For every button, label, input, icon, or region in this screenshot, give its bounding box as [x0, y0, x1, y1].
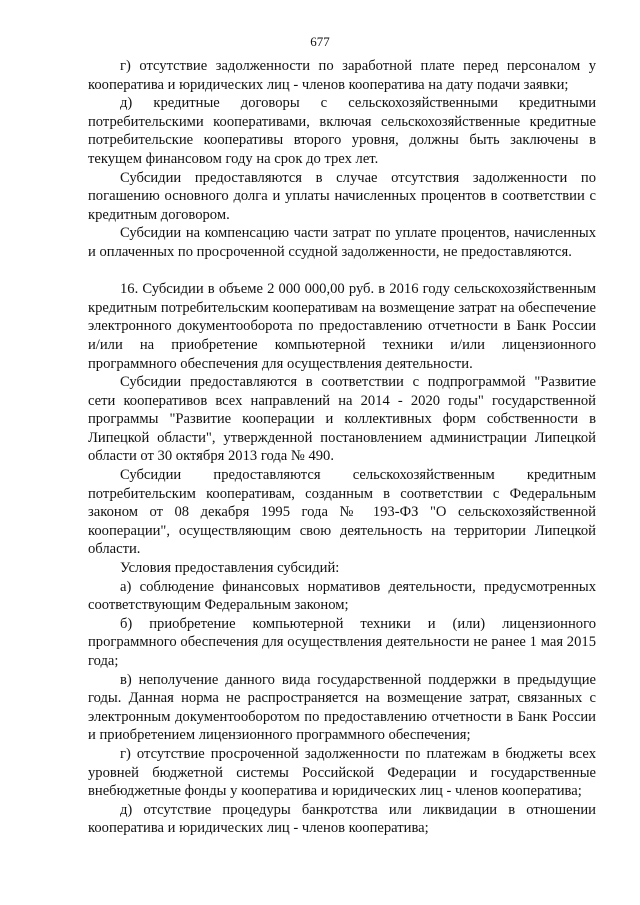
- paragraph-conditions-heading: Условия предоставления субсидий:: [120, 560, 340, 577]
- paragraph-condition-v: в) неполучение данного вида государственной поддержки в предыдущие годы. Данная норма не распространяется на возмещение затрат, связанных с электронным документооборотом по предоставлению отчетности в Банк России и приобретением лицензионного программного обеспечения;: [88, 671, 596, 744]
- paragraph-item-d-credit-agreements: д) кредитные договоры с сельскохозяйственными кредитными потребительскими кооперативами, включая сельскохозяйственные кредитные потребительские кооперативы второго уровня, должны быть заключены в текущем финансовом году на срок до трех лет.: [88, 95, 596, 167]
- paragraph-section-16: 16. Субсидии в объеме 2 000 000,00 руб. в 2016 году сельскохозяйственным кредитным потребительским кооперативам на возмещение затрат на обеспечение электронного документооборота по предоставлению отчетности в Банк России и/или на приобретение компьютерной техники и/или лицензионного программного обеспечения для осуществления деятельности.: [88, 281, 596, 372]
- page-number: 677: [310, 34, 330, 49]
- document-body: [88, 57, 596, 838]
- paragraph-debt-condition: Субсидии предоставляются в случае отсутствия задолженности по погашению основного долга и уплаты начисленных процентов в соответствии с кредитным договором.: [88, 169, 596, 223]
- paragraph-condition-g: г) отсутствие просроченной задолженности по платежам в бюджеты всех уровней бюджетной системы Российской Федерации и государственные внебюджетные фонды у кооператива и юридических лиц - членов кооператива;: [88, 745, 596, 800]
- paragraph-overdue-interest: Субсидии на компенсацию части затрат по уплате процентов, начисленных и оплаченных по просроченной ссудной задолженности, не предоставляются.: [88, 225, 596, 260]
- paragraph-item-g-salary-debt: г) отсутствие задолженности по заработной плате перед персоналом у кооператива и юридических лиц - членов кооператива на дату подачи заявки;: [88, 58, 596, 93]
- paragraph-condition-d: д) отсутствие процедуры банкротства или ликвидации в отношении кооператива и юридических лиц - членов кооператива;: [88, 801, 596, 837]
- paragraph-condition-b: б) приобретение компьютерной техники и (или) лицензионного программного обеспечения для осуществления деятельности не ранее 1 мая 2015 года;: [88, 615, 596, 669]
- paragraph-subprogram-basis: Субсидии предоставляются в соответствии с подпрограммой "Развитие сети кооперативов всех направлений на 2014 - 2020 годы" государственной программы "Развитие кооперации и коллективных форм собственности в Липецкой области", утвержденной постановлением администрации Липецкой области от 30 октября 2013 года № 490.: [88, 374, 596, 465]
- paragraph-recipients: Субсидии предоставляются сельскохозяйственным кредитным потребительским кооперативам, созданным в соответствии с Федеральным законом от 08 декабря 1995 года № 193-ФЗ "О сельскохозяйственной кооперации", осуществляющим свою деятельность на территории Липецкой области.: [88, 467, 596, 558]
- paragraph-condition-a: а) соблюдение финансовых нормативов деятельности, предусмотренных соответствующим Федеральным законом;: [88, 578, 596, 614]
